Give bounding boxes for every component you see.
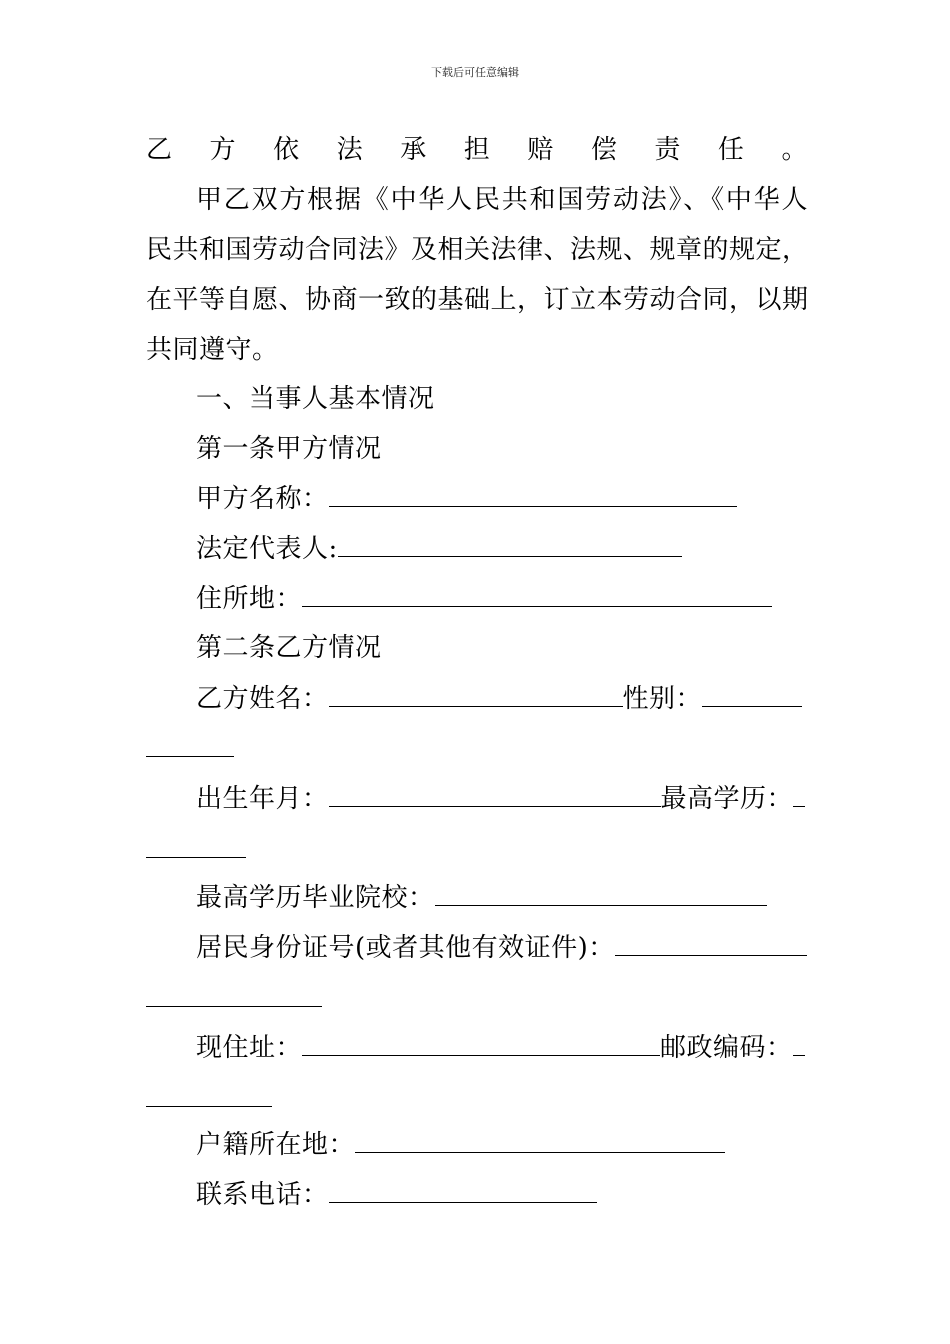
id-row [196,931,807,965]
field-label: 户籍所在地： [196,1130,356,1160]
paragraph-line: 在平等自愿、协商一致的基础上，订立本劳动合同，以期 [146,285,809,315]
postcode-field-continuation[interactable] [146,1105,272,1107]
education-field[interactable] [793,786,805,807]
field-label: 住所地： [196,584,303,614]
birth-row [196,782,805,816]
gender-field[interactable] [702,686,802,707]
article-heading: 第二条乙方情况 [196,633,382,663]
paragraph-line: 民共和国劳动合同法》及相关法律、法规、规章的规定， [146,235,809,265]
field-label: 乙方姓名： [196,684,329,714]
phone-field[interactable] [329,1182,597,1203]
education-field-continuation[interactable] [146,856,246,858]
id-field-continuation[interactable] [146,1005,322,1007]
article-heading: 第一条甲方情况 [196,434,382,464]
party-b-row [196,682,802,716]
field-label: 出生年月： [196,784,329,814]
party-a-name-row [196,482,737,516]
id-field[interactable] [615,935,807,956]
postcode-field[interactable] [793,1035,805,1056]
field-label: 甲方名称： [196,484,329,514]
current-address-field[interactable] [302,1035,660,1056]
field-label: 邮政编码： [660,1033,793,1063]
field-label: 最高学历： [660,784,794,814]
school-row [196,881,767,915]
gender-field-continuation[interactable] [146,755,234,757]
current-address-row [196,1031,805,1065]
phone-row [196,1178,597,1212]
household-row [196,1128,725,1162]
field-label: 性别： [622,684,703,714]
address-row [196,582,772,616]
legal-rep-row [196,532,682,566]
field-label: 最高学历毕业院校： [196,883,435,913]
field-label: 法定代表人: [196,534,338,564]
household-field[interactable] [355,1132,725,1153]
party-b-name-field[interactable] [329,686,623,707]
paragraph-line: 乙方依法承担赔偿责任。 [146,135,808,165]
address-field[interactable] [302,586,772,607]
field-label: 居民身份证号(或者其他有效证件)： [196,933,615,963]
field-label: 现住址： [196,1033,303,1063]
field-label: 联系电话： [196,1180,329,1210]
paragraph-line: 共同遵守。 [146,335,279,365]
section-heading: 一、当事人基本情况 [196,384,435,414]
party-a-name-field[interactable] [329,486,737,507]
school-field[interactable] [435,885,767,906]
legal-rep-field[interactable] [338,536,682,557]
birth-field[interactable] [329,786,661,807]
paragraph-line: 甲乙双方根据《中华人民共和国劳动法》、《中华人 [196,185,808,215]
page-header: 下载后可任意编辑 [431,66,519,79]
